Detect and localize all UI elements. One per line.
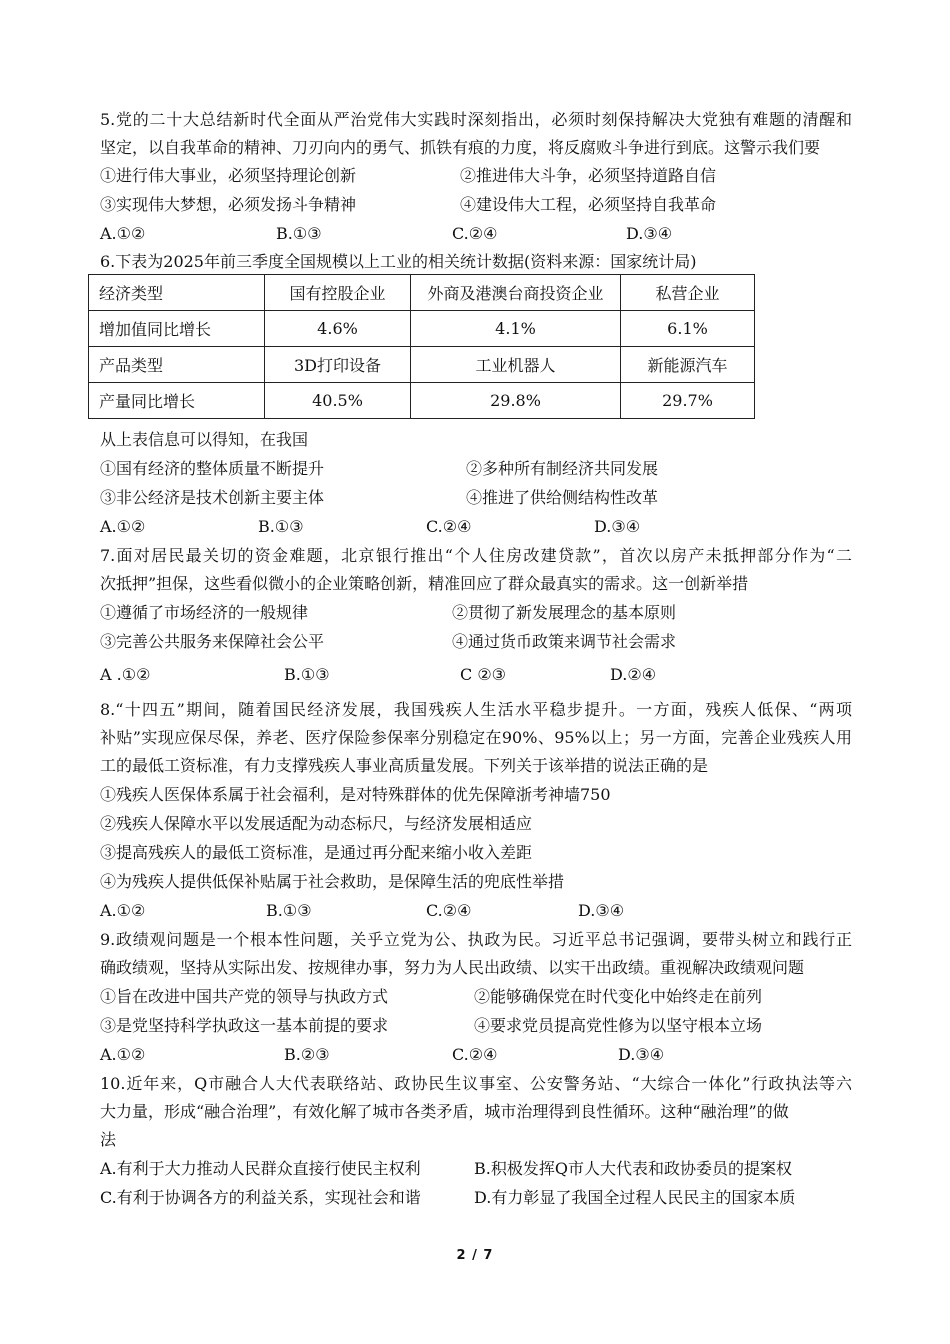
q9-item-1: ①旨在改进中国共产党的领导与执政方式 — [100, 987, 389, 1006]
table-cell: 29.7% — [621, 383, 755, 419]
table-cell: 工业机器人 — [411, 347, 621, 383]
q5-item-3: ③实现伟大梦想，必须发扬斗争精神 — [100, 195, 357, 214]
q5-stem-line-1: 5.党的二十大总结新时代全面从严治党伟大实践时深刻指出，必须时刻保持解决大党独有难题的清醒和 — [100, 110, 852, 129]
q9-option-d: D.③④ — [618, 1045, 665, 1064]
q8-item-2: ②残疾人保障水平以发展适配为动态标尺，与经济发展相适应 — [100, 814, 533, 833]
q8-option-a: A.①② — [100, 901, 146, 920]
q6-option-b: B.①③ — [258, 517, 304, 536]
q8-item-1: ①残疾人医保体系属于社会福利，是对特殊群体的优先保障浙考神墙750 — [100, 785, 611, 804]
q8-stem-line-3: 工的最低工资标准，有力支撑残疾人事业高质量发展。下列关于该举措的说法正确的是 — [100, 756, 709, 775]
q5-option-d: D.③④ — [626, 224, 673, 243]
table-row — [89, 347, 755, 383]
table-cell: 产量同比增长 — [89, 383, 265, 419]
q10-option-d: D.有力彰显了我国全过程人民民主的国家本质 — [474, 1188, 796, 1207]
q7-option-c: C ②③ — [460, 665, 507, 684]
table-cell: 3D打印设备 — [265, 347, 411, 383]
q9-item-3: ③是党坚持科学执政这一基本前提的要求 — [100, 1016, 389, 1035]
q7-stem-line-1: 7.面对居民最关切的资金难题，北京银行推出“个人住房改建贷款”，首次以房产未抵押部分作为“二 — [100, 546, 852, 565]
q8-option-b: B.①③ — [266, 901, 312, 920]
q9-stem-line-2: 确政绩观，坚持从实际出发、按规律办事，努力为人民出政绩、以实干出政绩。重视解决政绩观问题 — [100, 958, 805, 977]
q6-item-4: ④推进了供给侧结构性改革 — [466, 488, 659, 507]
q8-item-4: ④为残疾人提供低保补贴属于社会救助，是保障生活的兜底性举措 — [100, 872, 565, 891]
q10-option-c: C.有利于协调各方的利益关系，实现社会和谐 — [100, 1188, 421, 1207]
q6-item-2: ②多种所有制经济共同发展 — [466, 459, 659, 478]
q10-stem-line-3: 法 — [100, 1130, 117, 1149]
table-cell: 新能源汽车 — [621, 347, 755, 383]
table-cell: 40.5% — [265, 383, 411, 419]
q9-item-4: ④要求党员提高党性修为以坚守根本立场 — [474, 1016, 763, 1035]
q7-option-d: D.②④ — [610, 665, 657, 684]
q5-option-b: B.①③ — [276, 224, 322, 243]
q7-option-a: A .①② — [100, 665, 151, 684]
q6-option-d: D.③④ — [594, 517, 641, 536]
q10-stem-line-2: 大力量，形成“融合治理”，有效化解了城市各类矛盾，城市治理得到良性循环。这种“融治理”的做 — [100, 1102, 789, 1121]
q7-item-1: ①遵循了市场经济的一般规律 — [100, 603, 309, 622]
q5-option-a: A.①② — [100, 224, 146, 243]
q5-option-c: C.②④ — [452, 224, 498, 243]
q6-item-3: ③非公经济是技术创新主要主体 — [100, 488, 325, 507]
q10-option-a: A.有利于大力推动人民群众直接行使民主权利 — [100, 1159, 421, 1178]
q9-option-b: B.②③ — [284, 1045, 330, 1064]
q6-after-table: 从上表信息可以得知，在我国 — [100, 430, 309, 449]
table-cell: 6.1% — [621, 311, 755, 347]
q5-item-2: ②推进伟大斗争，必须坚持道路自信 — [460, 166, 717, 185]
q7-item-2: ②贯彻了新发展理念的基本原则 — [452, 603, 677, 622]
q5-item-1: ①进行伟大事业，必须坚持理论创新 — [100, 166, 357, 185]
table-row — [89, 311, 755, 347]
industry-stats-table — [88, 274, 755, 419]
q6-item-1: ①国有经济的整体质量不断提升 — [100, 459, 325, 478]
q8-stem-line-2: 补贴”实现应保尽保，养老、医疗保险参保率分别稳定在90%、95%以上；另一方面，完善企业残疾人用 — [100, 728, 852, 747]
table-cell: 外商及港澳台商投资企业 — [411, 275, 621, 311]
q8-option-c: C.②④ — [426, 901, 472, 920]
table-row — [89, 383, 755, 419]
q8-item-3: ③提高残疾人的最低工资标准，是通过再分配来缩小收入差距 — [100, 843, 533, 862]
q8-stem-line-1: 8.“十四五”期间，随着国民经济发展，我国残疾人生活水平稳步提升。一方面，残疾人低保、“两项 — [100, 700, 852, 719]
q7-option-b: B.①③ — [284, 665, 330, 684]
q6-option-a: A.①② — [100, 517, 146, 536]
table-cell: 增加值同比增长 — [89, 311, 265, 347]
table-cell: 国有控股企业 — [265, 275, 411, 311]
table-row — [89, 275, 755, 311]
q10-option-b: B.积极发挥Q市人大代表和政协委员的提案权 — [474, 1159, 792, 1178]
q5-stem-line-2: 坚定，以自我革命的精神、刀刃向内的勇气、抓铁有痕的力度，将反腐败斗争进行到底。这警示我们要 — [100, 138, 821, 157]
table-cell: 29.8% — [411, 383, 621, 419]
q7-item-3: ③完善公共服务来保障社会公平 — [100, 632, 325, 651]
q5-item-4: ④建设伟大工程，必须坚持自我革命 — [460, 195, 717, 214]
table-cell: 4.1% — [411, 311, 621, 347]
q6-stem: 6.下表为2025年前三季度全国规模以上工业的相关统计数据(资料来源：国家统计局) — [100, 252, 697, 271]
table-cell: 私营企业 — [621, 275, 755, 311]
q7-stem-line-2: 次抵押”担保，这些看似微小的企业策略创新，精准回应了群众最真实的需求。这一创新举措 — [100, 574, 749, 593]
q6-option-c: C.②④ — [426, 517, 472, 536]
q9-item-2: ②能够确保党在时代变化中始终走在前列 — [474, 987, 763, 1006]
page-number: 2 / 7 — [456, 1248, 494, 1263]
q9-stem-line-1: 9.政绩观问题是一个根本性问题，关乎立党为公、执政为民。习近平总书记强调，要带头树立和践行正 — [100, 930, 852, 949]
q9-option-c: C.②④ — [452, 1045, 498, 1064]
q8-option-d: D.③④ — [578, 901, 625, 920]
table-cell: 产品类型 — [89, 347, 265, 383]
table-cell: 4.6% — [265, 311, 411, 347]
table-cell: 经济类型 — [89, 275, 265, 311]
q9-option-a: A.①② — [100, 1045, 146, 1064]
q7-item-4: ④通过货币政策来调节社会需求 — [452, 632, 677, 651]
q10-stem-line-1: 10.近年来，Q市融合人大代表联络站、政协民生议事室、公安警务站、“大综合一体化”行政执法等六 — [100, 1074, 852, 1093]
